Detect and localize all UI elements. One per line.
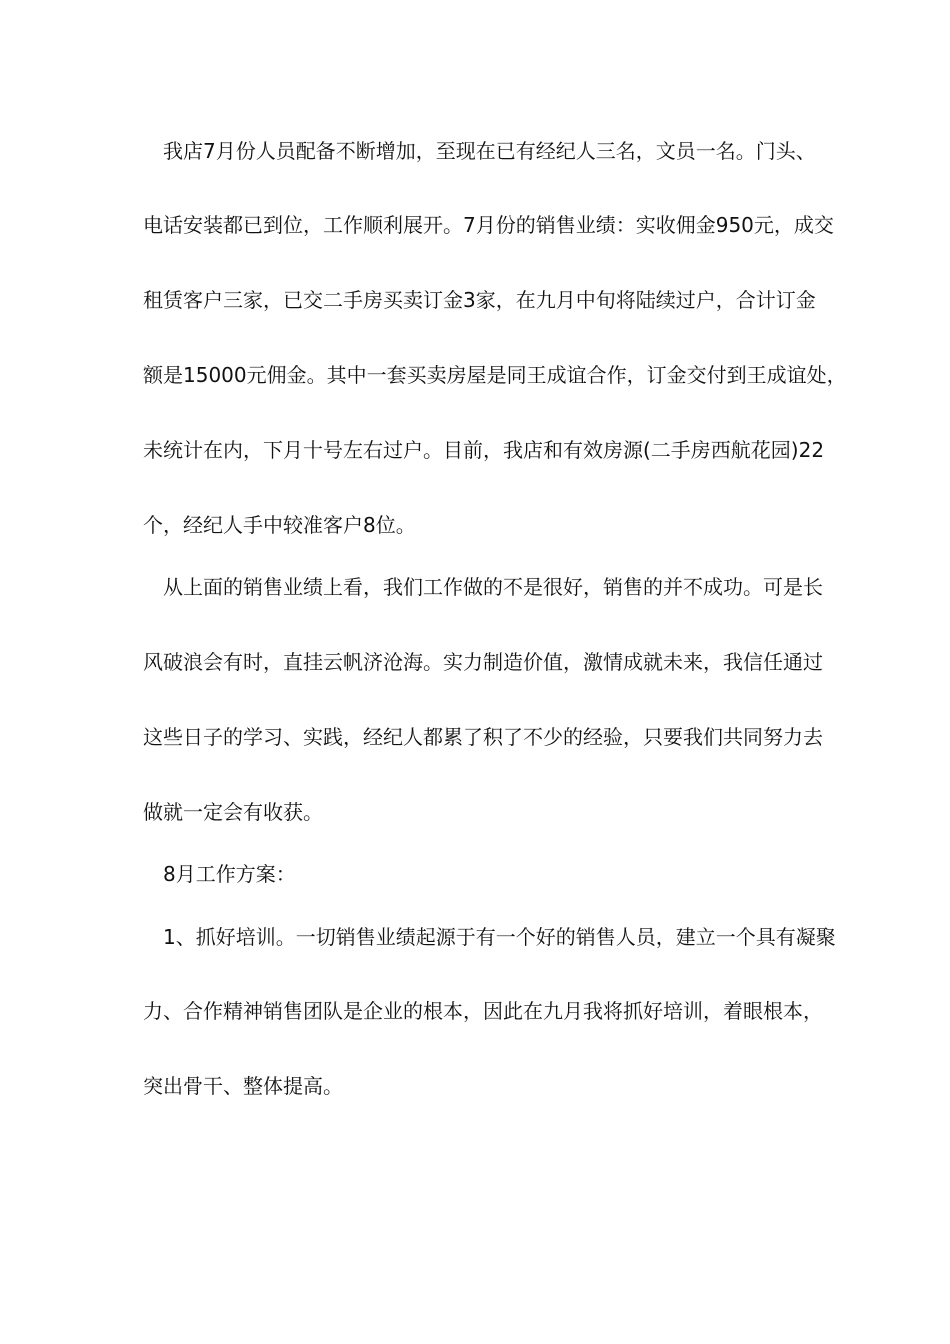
paragraph-3-line-2: 力、合作精神销售团队是企业的根本，因此在九月我将抓好培训，着眼根本，	[143, 999, 823, 1023]
paragraph-1-line-1: 我店7月份人员配备不断增加，至现在已有经纪人三名，文员一名。门头、	[163, 139, 816, 163]
paragraph-1-line-5: 未统计在内，下月十号左右过户。目前，我店和有效房源(二手房西航花园)22	[143, 438, 825, 462]
paragraph-3-line-3: 突出骨干、整体提高。	[143, 1074, 343, 1098]
section-heading: 8月工作方案：	[163, 862, 296, 886]
paragraph-1-line-3: 租赁客户三家，已交二手房买卖订金3家，在九月中旬将陆续过户，合计订金	[143, 288, 816, 312]
paragraph-2-line-3: 这些日子的学习、实践，经纪人都累了积了不少的经验，只要我们共同努力去	[143, 725, 823, 749]
paragraph-2-line-4: 做就一定会有收获。	[143, 800, 323, 824]
paragraph-1-line-2: 电话安装都已到位，工作顺利展开。7月份的销售业绩：实收佣金950元，成交	[143, 213, 834, 237]
paragraph-2-line-1: 从上面的销售业绩上看，我们工作做的不是很好，销售的并不成功。可是长	[163, 575, 823, 599]
paragraph-1-line-4: 额是15000元佣金。其中一套买卖房屋是同王成谊合作，订金交付到王成谊处，	[143, 363, 847, 387]
paragraph-2-line-2: 风破浪会有时，直挂云帆济沧海。实力制造价值，激情成就未来，我信任通过	[143, 650, 823, 674]
paragraph-3-line-1: 1、抓好培训。一切销售业绩起源于有一个好的销售人员，建立一个具有凝聚	[163, 925, 836, 949]
paragraph-1-line-6: 个，经纪人手中较准客户8位。	[143, 513, 416, 537]
